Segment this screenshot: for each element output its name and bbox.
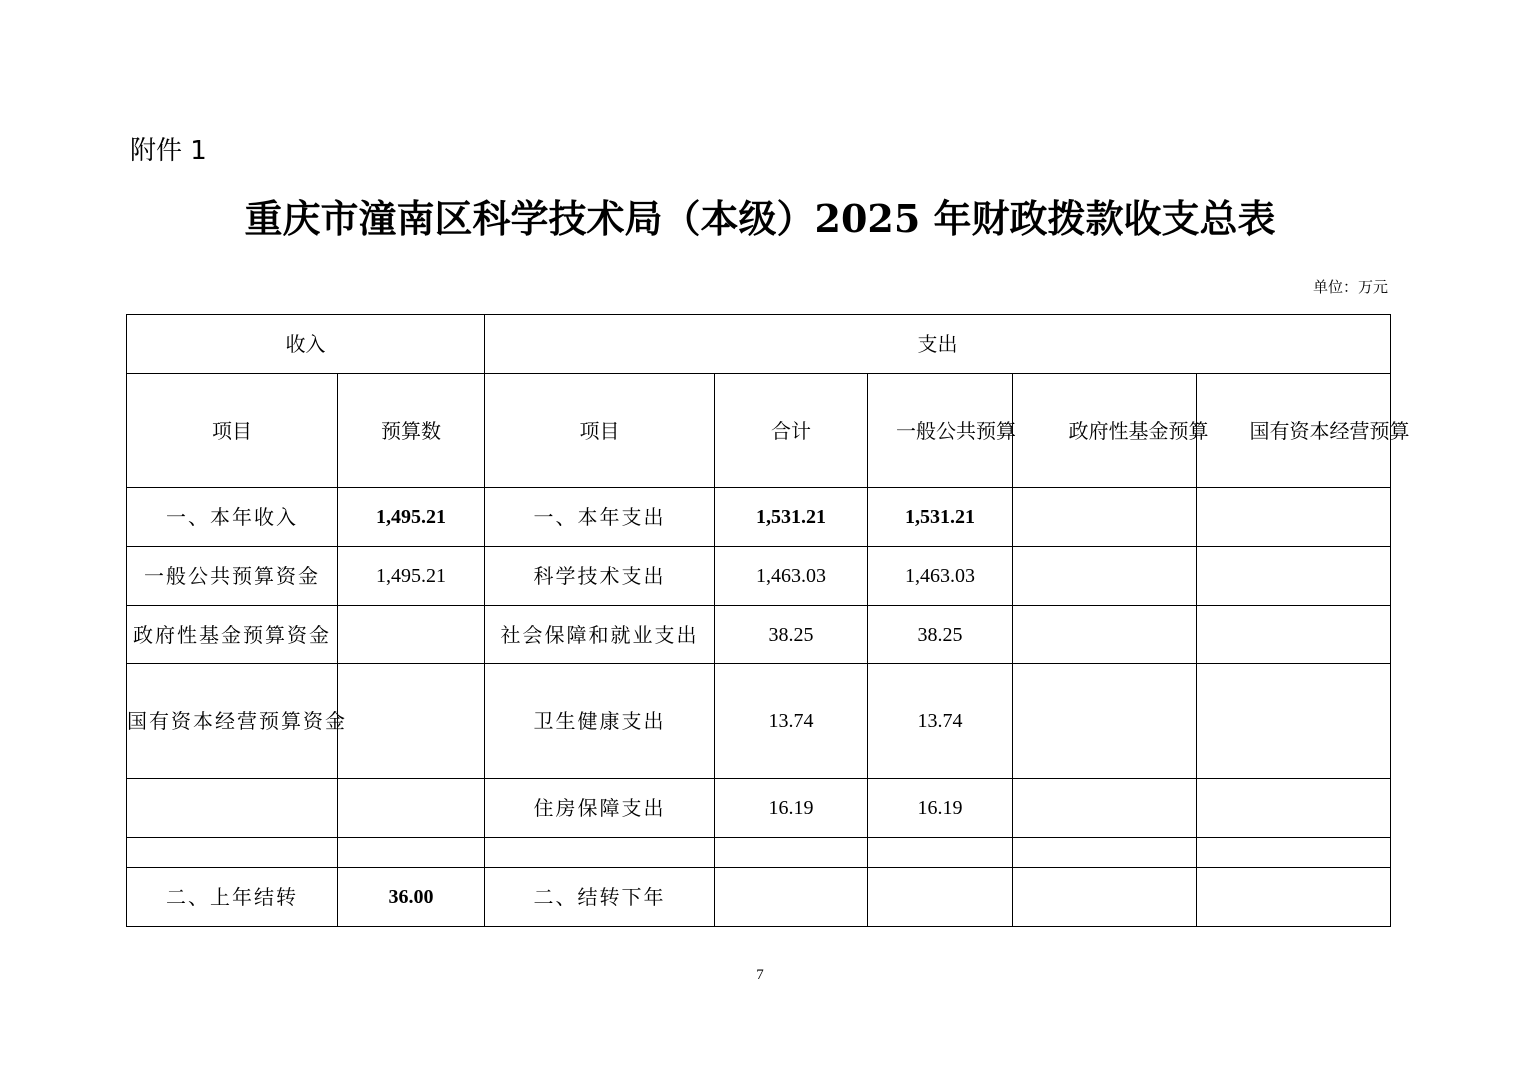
income-item: 一、本年收入 bbox=[127, 488, 338, 547]
expense-item: 住房保障支出 bbox=[485, 779, 715, 838]
col-gov-fund-text: 政府性基金预算 bbox=[1068, 418, 1209, 443]
gov-fund-value bbox=[1013, 606, 1197, 664]
income-header: 收入 bbox=[127, 315, 485, 374]
total-value: 1,531.21 bbox=[715, 488, 868, 547]
expense-item: 卫生健康支出 bbox=[485, 664, 715, 779]
table-row bbox=[127, 838, 1391, 868]
state-capital-value bbox=[1197, 664, 1391, 779]
income-item bbox=[127, 838, 338, 868]
col-income-item: 项目 bbox=[127, 374, 338, 488]
gov-fund-value bbox=[1013, 838, 1197, 868]
income-item: 一般公共预算资金 bbox=[127, 547, 338, 606]
expense-item bbox=[485, 838, 715, 868]
total-value bbox=[715, 868, 868, 927]
general-value: 1,531.21 bbox=[868, 488, 1013, 547]
income-value bbox=[338, 606, 485, 664]
income-item-text: 国有资本经营预算资金 bbox=[127, 709, 347, 733]
gov-fund-value bbox=[1013, 488, 1197, 547]
col-income-budget: 预算数 bbox=[338, 374, 485, 488]
table-row bbox=[127, 606, 1391, 664]
gov-fund-value bbox=[1013, 779, 1197, 838]
income-value: 36.00 bbox=[338, 868, 485, 927]
budget-table bbox=[126, 314, 1410, 927]
col-state-capital-text: 国有资本经营预算 bbox=[1249, 418, 1410, 443]
total-value: 38.25 bbox=[715, 606, 868, 664]
header-row-2 bbox=[127, 374, 1391, 488]
general-value: 16.19 bbox=[868, 779, 1013, 838]
col-expense-item: 项目 bbox=[485, 374, 715, 488]
state-capital-value bbox=[1197, 838, 1391, 868]
state-capital-value bbox=[1197, 606, 1391, 664]
general-value bbox=[868, 838, 1013, 868]
table-row bbox=[127, 664, 1391, 779]
expense-item: 二、结转下年 bbox=[485, 868, 715, 927]
table-row bbox=[127, 488, 1391, 547]
unit-label: 单位：万元 bbox=[1312, 278, 1388, 296]
income-item: 政府性基金预算资金 bbox=[127, 606, 338, 664]
header-row-1 bbox=[127, 315, 1391, 374]
col-gov-fund bbox=[1013, 374, 1209, 488]
general-value: 13.74 bbox=[868, 664, 1013, 779]
col-general-budget-text: 一般公共预算 bbox=[896, 418, 1016, 443]
state-capital-value bbox=[1197, 488, 1391, 547]
col-total: 合计 bbox=[715, 374, 868, 488]
general-value: 1,463.03 bbox=[868, 547, 1013, 606]
income-value bbox=[338, 779, 485, 838]
table-row bbox=[127, 779, 1391, 838]
table-row bbox=[127, 868, 1391, 927]
expense-item: 一、本年支出 bbox=[485, 488, 715, 547]
total-value: 16.19 bbox=[715, 779, 868, 838]
income-value: 1,495.21 bbox=[338, 488, 485, 547]
expense-item: 科学技术支出 bbox=[485, 547, 715, 606]
income-item: 二、上年结转 bbox=[127, 868, 338, 927]
page-title: 重庆市潼南区科学技术局（本级）2025 年财政拨款收支总表 bbox=[244, 196, 1276, 241]
attachment-label: 附件 1 bbox=[130, 136, 207, 166]
col-general-budget bbox=[868, 374, 1016, 488]
income-item bbox=[127, 779, 338, 838]
expense-header: 支出 bbox=[485, 315, 1391, 374]
income-value bbox=[338, 838, 485, 868]
state-capital-value bbox=[1197, 547, 1391, 606]
total-value bbox=[715, 838, 868, 868]
general-value bbox=[868, 868, 1013, 927]
table-row bbox=[127, 547, 1391, 606]
gov-fund-value bbox=[1013, 664, 1197, 779]
total-value: 13.74 bbox=[715, 664, 868, 779]
income-item bbox=[127, 664, 347, 779]
state-capital-value bbox=[1197, 868, 1391, 927]
gov-fund-value bbox=[1013, 868, 1197, 927]
general-value: 38.25 bbox=[868, 606, 1013, 664]
page-number: 7 bbox=[756, 967, 764, 983]
col-state-capital bbox=[1197, 374, 1410, 488]
gov-fund-value bbox=[1013, 547, 1197, 606]
expense-item: 社会保障和就业支出 bbox=[485, 606, 715, 664]
state-capital-value bbox=[1197, 779, 1391, 838]
income-value: 1,495.21 bbox=[338, 547, 485, 606]
income-value bbox=[338, 664, 485, 779]
total-value: 1,463.03 bbox=[715, 547, 868, 606]
